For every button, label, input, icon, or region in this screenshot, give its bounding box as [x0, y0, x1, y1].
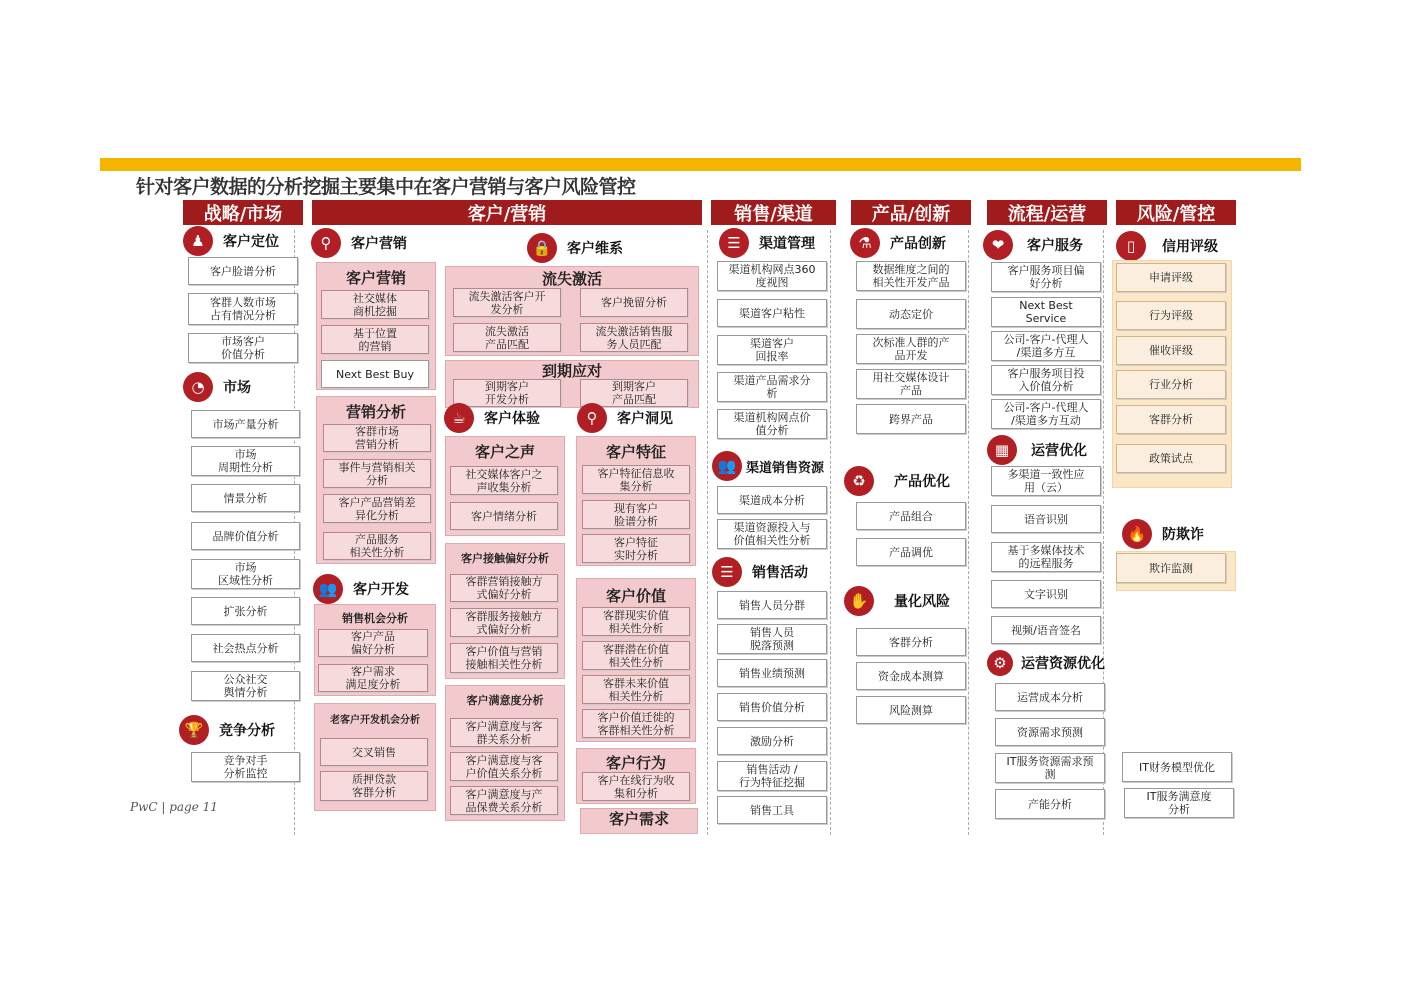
item-box: 客户需求 满足度分析 — [318, 664, 428, 692]
item-box: 公司-客户-代理人 /渠道多方互动 — [991, 399, 1101, 429]
item-box: 客群现实价值 相关性分析 — [582, 607, 690, 636]
item-box: 产品组合 — [856, 502, 966, 530]
item-box: 市场客户 价值分析 — [188, 333, 298, 363]
item-box: 销售业绩预测 — [717, 659, 827, 687]
section-competition: 🏆 竞争分析 — [179, 715, 275, 745]
item-box: 视频/语音签名 — [991, 616, 1101, 644]
item-box: 数据维度之间的 相关性开发产品 — [856, 261, 966, 291]
item-box: 渠道产品需求分 析 — [717, 372, 827, 402]
people-icon: 👥 — [712, 451, 742, 481]
trophy-icon: 🏆 — [179, 715, 209, 745]
section-market: ◔ 市场 — [183, 372, 251, 402]
panel-title: 营销分析 — [345, 402, 406, 421]
item-box: 流失激活销售服 务人员匹配 — [580, 323, 688, 352]
item-box: 市场 区域性分析 — [191, 559, 300, 589]
item-box: 社会热点分析 — [191, 634, 300, 662]
section-quantitative-risk: ✋ 量化风险 — [844, 586, 950, 616]
panel-title: 客户之声 — [474, 442, 535, 461]
section-channel-management: ☰ 渠道管理 — [719, 228, 815, 258]
divider — [707, 230, 708, 835]
item-box: 公司-客户-代理人 /渠道多方互 — [991, 331, 1101, 361]
section-anti-fraud: 🔥 防欺诈 — [1122, 519, 1204, 549]
item-box: 销售人员分群 — [717, 591, 827, 619]
panel-title: 客户营销 — [345, 268, 406, 287]
handshake-icon: 👥 — [313, 574, 343, 604]
item-box: 文字识别 — [991, 580, 1101, 608]
panel-title: 老客户开发机会分析 — [330, 714, 420, 726]
item-box: 客户产品营销差 异化分析 — [323, 494, 431, 523]
item-box: 客群市场 营销分析 — [323, 424, 431, 452]
item-box: 客户情绪分析 — [450, 502, 558, 530]
item-box: 现有客户 脸谱分析 — [582, 500, 690, 529]
section-credit-rating: ▯ 信用评级 — [1116, 231, 1218, 261]
item-box: 市场 周期性分析 — [191, 446, 300, 476]
magnifier-icon: ⚲ — [577, 403, 607, 433]
section-customer-experience: ☕ 客户体验 — [444, 403, 540, 433]
flask-icon: ⚗ — [850, 228, 880, 258]
item-box: 风险测算 — [856, 696, 966, 724]
section-customer-development: 👥 客户开发 — [313, 574, 409, 604]
page-title: 针对客户数据的分析挖掘主要集中在客户营销与客户风险管控 — [136, 176, 636, 198]
item-box: 渠道资源投入与 价值相关性分析 — [717, 519, 827, 549]
divider — [968, 230, 969, 835]
section-channel-resources: 👥 渠道销售资源 — [712, 451, 824, 481]
item-box: 动态定价 — [856, 299, 966, 329]
item-box: 欺诈监测 — [1116, 553, 1226, 583]
item-box: 社交媒体客户之 声收集分析 — [450, 466, 558, 495]
panel-title: 客户接触偏好分析 — [461, 552, 549, 565]
section-product-innovation: ⚗ 产品创新 — [850, 228, 946, 258]
fire-icon: 🔥 — [1122, 519, 1152, 549]
item-box: 渠道机构网点价 值分析 — [717, 409, 827, 439]
panel-title: 客户需求 — [608, 809, 669, 828]
item-box: 竞争对手 分析监控 — [191, 752, 300, 782]
chat-icon: ☰ — [712, 557, 742, 587]
item-box: IT财务模型优化 — [1122, 752, 1232, 782]
section-customer-insight: ⚲ 客户洞见 — [577, 403, 673, 433]
hand-icon: ✋ — [844, 586, 874, 616]
section-operations-optimization: ▦ 运营优化 — [987, 435, 1087, 465]
item-box: 客群营销接触方 式偏好分析 — [450, 574, 558, 602]
item-box: 流失激活 产品匹配 — [453, 323, 561, 352]
item-box: 客户服务项目投 入价值分析 — [991, 365, 1101, 395]
footer: PwC | page 11 — [130, 800, 218, 814]
item-box: 行业分析 — [1116, 370, 1226, 399]
section-customer-retention: 🔒 客户维系 — [527, 233, 623, 263]
lock-icon: 🔒 — [527, 233, 557, 263]
section-customer-marketing: ⚲ 客户营销 — [311, 228, 407, 258]
item-box: 多渠道一致性应 用（云） — [991, 466, 1101, 496]
item-box: 产品调优 — [856, 538, 966, 566]
panel-title: 客户价值 — [605, 586, 666, 605]
chip-icon: ▦ — [987, 435, 1017, 465]
item-box: 渠道客户粘性 — [717, 299, 827, 327]
header-product: 产品/创新 — [851, 200, 971, 225]
item-box: 客户满意度与产 品保费关系分析 — [450, 786, 558, 815]
item-box: 产品服务 相关性分析 — [323, 532, 431, 560]
panel-title: 客户满意度分析 — [466, 694, 544, 707]
header-channel: 销售/渠道 — [711, 200, 836, 225]
item-box: 客户挽留分析 — [580, 288, 688, 317]
item-box: 资源需求预测 — [995, 718, 1105, 746]
chess-pawn-icon: ♟ — [183, 226, 213, 256]
item-box: 到期客户 开发分析 — [453, 379, 561, 407]
section-positioning: ♟ 客户定位 — [183, 226, 279, 256]
divider — [830, 230, 831, 835]
header-strategy: 战略/市场 — [183, 200, 303, 225]
item-box: 情景分析 — [191, 484, 300, 512]
item-box: IT服务资源需求预 测 — [995, 753, 1105, 783]
item-box: 客户服务项目偏 好分析 — [991, 262, 1101, 292]
item-box: 客群人数市场 占有情况分析 — [188, 293, 298, 325]
item-box: 次标准人群的产 品开发 — [856, 334, 966, 364]
panel-title: 到期应对 — [541, 361, 602, 380]
panel-title: 销售机会分析 — [342, 612, 408, 625]
panel-title: 客户特征 — [605, 442, 666, 461]
item-box: 语音识别 — [991, 505, 1101, 533]
item-box: 客户满意度与客 户价值关系分析 — [450, 752, 558, 781]
section-product-optimization: ♻ 产品优化 — [844, 466, 950, 496]
item-box: 事件与营销相关 分析 — [323, 459, 431, 488]
item-box: 客群潜在价值 相关性分析 — [582, 641, 690, 670]
item-box: 客户脸谱分析 — [188, 257, 298, 285]
top-accent-bar — [100, 158, 1301, 171]
section-sales-activity: ☰ 销售活动 — [712, 557, 808, 587]
item-box: 跨界产品 — [856, 404, 966, 434]
gear-icon: ⚙ — [987, 650, 1013, 676]
item-box: 激励分析 — [717, 727, 827, 755]
section-operations-resource: ⚙ 运营资源优化 — [987, 650, 1105, 676]
item-box: 产能分析 — [995, 789, 1105, 819]
panel-title: 流失激活 — [541, 269, 602, 288]
item-box: 销售活动 / 行为特征挖掘 — [717, 761, 827, 791]
header-risk: 风险/管控 — [1116, 200, 1236, 225]
item-box: 流失激活客户开 发分析 — [453, 288, 561, 317]
item-box: 客户特征 实时分析 — [582, 534, 690, 563]
item-box: 渠道客户 回报率 — [717, 335, 827, 365]
header-process: 流程/运营 — [987, 200, 1107, 225]
item-box: IT服务满意度 分析 — [1124, 788, 1234, 818]
cup-icon: ☕ — [444, 403, 474, 433]
item-box: 用社交媒体设计 产品 — [856, 369, 966, 399]
item-box: 客群未来价值 相关性分析 — [582, 675, 690, 704]
panel-title: 客户行为 — [605, 753, 666, 772]
item-box: 基于位置 的营销 — [321, 325, 429, 354]
item-box: 客群服务接触方 式偏好分析 — [450, 608, 558, 637]
item-box: 销售人员 脱落预测 — [717, 624, 827, 654]
item-box: 市场产量分析 — [191, 410, 300, 438]
item-box: 政策试点 — [1116, 444, 1226, 473]
header-marketing: 客户/营销 — [312, 200, 702, 225]
list-icon: ☰ — [719, 228, 749, 258]
heart-hands-icon: ❤ — [983, 230, 1013, 260]
search-icon: ⚲ — [311, 228, 341, 258]
item-box: 公众社交 舆情分析 — [191, 671, 300, 701]
item-box: 销售价值分析 — [717, 693, 827, 721]
phone-icon: ▯ — [1116, 231, 1146, 261]
pie-chart-icon: ◔ — [183, 372, 213, 402]
item-box: 运营成本分析 — [995, 683, 1105, 711]
item-box: 客户产品 偏好分析 — [318, 629, 428, 657]
item-box: 申请评级 — [1116, 263, 1226, 292]
item-box: 行为评级 — [1116, 301, 1226, 330]
item-box: Next Best Service — [991, 297, 1101, 327]
item-box: 质押贷款 客群分析 — [320, 771, 428, 801]
recycle-icon: ♻ — [844, 466, 874, 496]
item-box: 客户满意度与客 群关系分析 — [450, 718, 558, 747]
item-box: 客户在线行为收 集和分析 — [582, 772, 690, 801]
item-box: 催收评级 — [1116, 336, 1226, 365]
item-box: 基于多媒体技术 的远程服务 — [991, 542, 1101, 572]
item-box: 渠道机构网点360 度视图 — [717, 261, 827, 291]
item-box: 资金成本测算 — [856, 662, 966, 690]
item-box: 客群分析 — [1116, 405, 1226, 434]
item-box: 社交媒体 商机挖掘 — [321, 290, 429, 319]
section-customer-service: ❤ 客户服务 — [983, 230, 1083, 260]
item-box: 客群分析 — [856, 628, 966, 656]
item-box: 交叉销售 — [320, 738, 428, 766]
item-box: 品牌价值分析 — [191, 522, 300, 550]
item-box: Next Best Buy — [321, 360, 429, 388]
item-box: 客户价值与营销 接触相关性分析 — [450, 643, 558, 673]
item-box: 客户特征信息收 集分析 — [582, 465, 690, 494]
item-box: 销售工具 — [717, 796, 827, 824]
item-box: 渠道成本分析 — [717, 486, 827, 514]
item-box: 到期客户 产品匹配 — [580, 379, 688, 407]
item-box: 客户价值迁徙的 客群相关性分析 — [582, 709, 690, 738]
item-box: 扩张分析 — [191, 597, 300, 625]
